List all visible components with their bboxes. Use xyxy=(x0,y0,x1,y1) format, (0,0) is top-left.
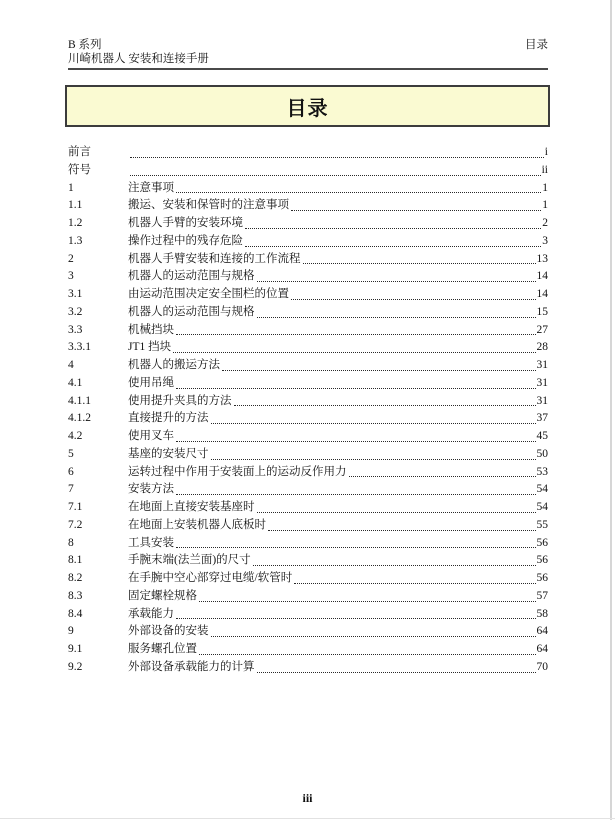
toc-leader-dots xyxy=(245,228,541,229)
toc-entry[interactable] xyxy=(68,251,548,269)
toc-entry-number: 8.2 xyxy=(68,572,83,584)
toc-entry-number: 2 xyxy=(68,252,74,265)
toc-entry-page: 1 xyxy=(542,199,548,212)
toc-entry[interactable] xyxy=(68,481,548,499)
toc-entry-title: 运转过程中作用于安装面上的运动反作用力 xyxy=(128,465,347,478)
toc-entry-number: 1.3 xyxy=(68,234,83,247)
running-header-line1 xyxy=(68,38,548,52)
toc-leader-dots xyxy=(176,618,536,619)
toc-entry-page: 28 xyxy=(536,341,548,354)
toc-entry[interactable] xyxy=(68,535,548,553)
toc-leader-dots xyxy=(303,263,536,264)
toc-entry[interactable] xyxy=(68,215,548,233)
toc-entry-page: 45 xyxy=(536,430,548,442)
toc-entry-title: 机器人的运动范围与规格 xyxy=(128,270,255,283)
toc-entry-page: 56 xyxy=(536,572,548,584)
toc-entry-title: 机械挡块 xyxy=(128,323,174,336)
toc-entry[interactable] xyxy=(68,322,548,340)
toc-title-banner xyxy=(65,85,550,127)
toc-entry-page: 54 xyxy=(536,501,548,513)
toc-entry[interactable] xyxy=(68,446,548,464)
toc-entry[interactable] xyxy=(68,286,548,304)
page-right-edge xyxy=(610,0,612,820)
toc-leader-dots xyxy=(211,459,536,460)
toc-leader-dots xyxy=(291,299,536,300)
toc-entry-page: 15 xyxy=(536,305,548,318)
toc-entry-number: 9.2 xyxy=(68,660,83,673)
toc-leader-dots xyxy=(173,352,535,353)
toc-title-text: 目录 xyxy=(286,97,329,120)
toc-entry[interactable] xyxy=(68,162,548,180)
toc-entry-number: 1.2 xyxy=(68,217,83,229)
toc-entry[interactable] xyxy=(68,375,548,393)
toc-entry-page: 27 xyxy=(536,323,548,336)
toc-entry-title: 在地面上直接安装基座时 xyxy=(128,501,255,513)
toc-entry-page: 54 xyxy=(536,483,548,496)
toc-entry-title: 机器人的运动范围与规格 xyxy=(128,305,255,318)
toc-entry-page: 53 xyxy=(536,465,548,478)
toc-entry-page: 14 xyxy=(536,288,548,300)
toc-entry[interactable] xyxy=(68,588,548,606)
toc-leader-dots xyxy=(222,370,536,371)
toc-entry-number: 3.3.1 xyxy=(68,341,91,354)
toc-entry[interactable] xyxy=(68,144,548,162)
toc-entry-title: 机器人手臂的安装环境 xyxy=(128,217,243,229)
running-header-line2 xyxy=(68,52,548,66)
toc-entry-number: 4.1.1 xyxy=(68,394,91,407)
toc-entry-page: 31 xyxy=(536,359,548,371)
toc-entry-page: 31 xyxy=(536,394,548,407)
toc-entry-number: 符号 xyxy=(68,163,91,176)
toc-entry-number: 7 xyxy=(68,483,74,496)
toc-entry-title: 固定螺栓规格 xyxy=(128,589,197,602)
toc-entry-number: 1 xyxy=(68,181,74,194)
toc-entry[interactable] xyxy=(68,641,548,659)
toc-leader-dots xyxy=(349,476,536,477)
page-bottom-edge xyxy=(0,818,615,819)
toc-entry[interactable] xyxy=(68,410,548,428)
toc-entry-title: 操作过程中的残存危险 xyxy=(128,234,243,247)
manual-title: 川崎机器人 安装和连接手册 xyxy=(68,53,209,65)
toc-entry-number: 9.1 xyxy=(68,643,83,655)
toc-leader-dots xyxy=(253,565,536,566)
toc-entry-number: 3.3 xyxy=(68,323,83,336)
toc-entry-title: 使用叉车 xyxy=(128,430,174,442)
toc-entry[interactable] xyxy=(68,606,548,624)
toc-entry-title: 机器人的搬运方法 xyxy=(128,359,220,371)
toc-entry-number: 5 xyxy=(68,447,74,460)
toc-entry[interactable] xyxy=(68,393,548,411)
toc-leader-dots xyxy=(294,583,535,584)
toc-entry-page: 58 xyxy=(536,607,548,620)
toc-leader-dots xyxy=(176,192,541,193)
toc-entry-number: 3.2 xyxy=(68,305,83,318)
toc-entry[interactable] xyxy=(68,233,548,251)
page-footer xyxy=(0,791,615,806)
toc-entry-title: 由运动范围决定安全围栏的位置 xyxy=(128,288,289,300)
series-label: B 系列 xyxy=(68,39,102,51)
toc-entry-number: 4.1.2 xyxy=(68,412,91,425)
toc-entry-title: 机器人手臂安装和连接的工作流程 xyxy=(128,252,301,265)
toc-entry-title: 直接提升的方法 xyxy=(128,412,209,425)
toc-leader-dots xyxy=(176,547,536,548)
toc-entry-page: 50 xyxy=(536,447,548,460)
toc-entry-number: 9 xyxy=(68,625,74,638)
toc-leader-dots xyxy=(211,636,536,637)
toc-entry[interactable] xyxy=(68,268,548,286)
toc-leader-dots xyxy=(130,175,541,176)
toc-entry-number: 8.1 xyxy=(68,554,83,567)
toc-entry[interactable] xyxy=(68,517,548,535)
header-corner-label: 目录 xyxy=(525,39,548,51)
toc-leader-dots xyxy=(176,441,536,442)
toc-entry-page: 13 xyxy=(536,252,548,265)
page-content xyxy=(68,38,548,677)
toc-entry-page: 57 xyxy=(536,589,548,602)
toc-entry-page: 31 xyxy=(536,376,548,389)
toc-entry[interactable] xyxy=(68,499,548,517)
toc-entry-number: 6 xyxy=(68,465,74,478)
toc-entry-number: 3 xyxy=(68,270,74,283)
toc-entry[interactable] xyxy=(68,180,548,198)
toc-leader-dots xyxy=(257,672,536,673)
toc-entry[interactable] xyxy=(68,623,548,641)
toc-entry[interactable] xyxy=(68,428,548,446)
toc-entry-page: ii xyxy=(541,163,548,176)
toc-entry-page: 3 xyxy=(542,234,548,247)
toc-entry-number: 4 xyxy=(68,359,74,371)
toc-entry-title: 安装方法 xyxy=(128,483,174,496)
toc-entry-page: 56 xyxy=(536,554,548,567)
toc-entry-title: 在地面上安装机器人底板时 xyxy=(128,518,266,531)
toc-entry-page: 70 xyxy=(536,660,548,673)
toc-entry-number: 8.4 xyxy=(68,607,83,620)
toc-leader-dots xyxy=(199,601,536,602)
toc-entry-page: 64 xyxy=(536,643,548,655)
toc-entry-number: 4.2 xyxy=(68,430,83,442)
toc-entry[interactable] xyxy=(68,357,548,375)
toc-list xyxy=(68,144,548,677)
toc-entry[interactable] xyxy=(68,464,548,482)
toc-entry-title: 搬运、安装和保管时的注意事项 xyxy=(128,199,289,212)
toc-entry-number: 7.1 xyxy=(68,501,83,513)
toc-entry-title: 基座的安装尺寸 xyxy=(128,447,209,460)
toc-entry-page: 1 xyxy=(542,181,548,194)
toc-leader-dots xyxy=(199,654,536,655)
toc-entry-title: 工具安装 xyxy=(128,536,174,549)
toc-leader-dots xyxy=(268,530,536,531)
toc-entry[interactable] xyxy=(68,659,548,677)
toc-entry[interactable] xyxy=(68,552,548,570)
toc-entry[interactable] xyxy=(68,339,548,357)
toc-entry-title: 服务螺孔位置 xyxy=(128,643,197,655)
toc-entry-title: 手腕末端(法兰面)的尺寸 xyxy=(128,554,251,567)
toc-entry-page: 2 xyxy=(542,217,548,229)
toc-entry-page: 14 xyxy=(536,270,548,283)
toc-entry-page: 37 xyxy=(536,412,548,425)
toc-entry-title: 承载能力 xyxy=(128,607,174,620)
toc-entry-number: 3.1 xyxy=(68,288,83,300)
toc-entry-page: i xyxy=(544,146,548,158)
toc-entry-title: 使用吊绳 xyxy=(128,376,174,389)
toc-leader-dots xyxy=(257,281,536,282)
toc-leader-dots xyxy=(176,334,536,335)
toc-entry[interactable] xyxy=(68,570,548,588)
toc-entry-number: 4.1 xyxy=(68,376,83,389)
toc-entry-page: 64 xyxy=(536,625,548,638)
toc-entry-title: JT1 挡块 xyxy=(128,341,172,354)
toc-entry-title: 使用提升夹具的方法 xyxy=(128,394,232,407)
toc-entry[interactable] xyxy=(68,304,548,322)
toc-entry-number: 1.1 xyxy=(68,199,83,212)
toc-leader-dots xyxy=(211,423,536,424)
toc-entry-title: 外部设备承载能力的计算 xyxy=(128,660,255,673)
toc-entry-number: 8.3 xyxy=(68,589,83,602)
toc-leader-dots xyxy=(176,494,536,495)
toc-leader-dots xyxy=(234,405,536,406)
toc-leader-dots xyxy=(291,210,541,211)
toc-entry-page: 55 xyxy=(536,518,548,531)
running-header xyxy=(68,38,548,70)
toc-leader-dots xyxy=(257,512,536,513)
toc-entry-number: 前言 xyxy=(68,146,91,158)
toc-entry[interactable] xyxy=(68,197,548,215)
toc-leader-dots xyxy=(176,388,536,389)
footer-page-number: iii xyxy=(302,791,313,805)
toc-leader-dots xyxy=(257,317,536,318)
toc-leader-dots xyxy=(130,157,544,158)
toc-entry-page: 56 xyxy=(536,536,548,549)
toc-entry-title: 在手腕中空心部穿过电缆/软管时 xyxy=(128,572,293,584)
toc-entry-number: 7.2 xyxy=(68,518,83,531)
toc-leader-dots xyxy=(245,246,541,247)
toc-entry-number: 8 xyxy=(68,536,74,549)
toc-entry-title: 外部设备的安装 xyxy=(128,625,209,638)
toc-entry-title: 注意事项 xyxy=(128,181,174,194)
